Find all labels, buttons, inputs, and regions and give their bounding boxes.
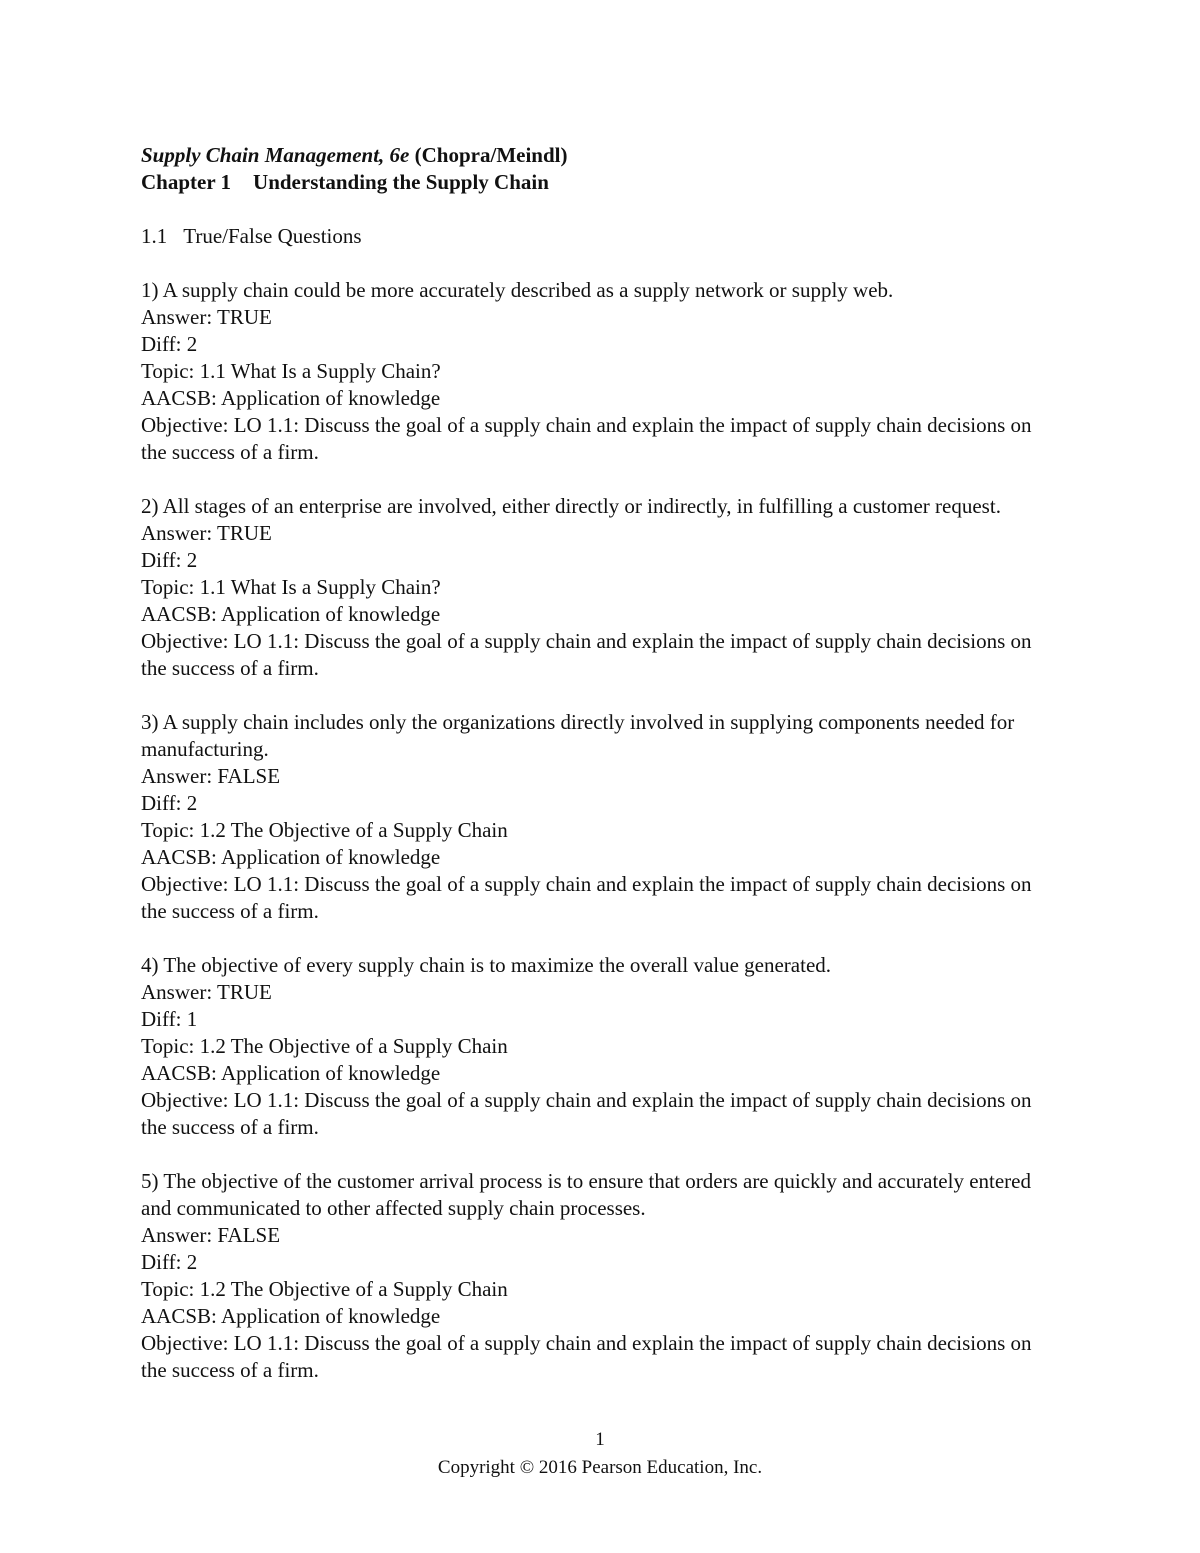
question-difficulty: Diff: 1 (141, 1007, 198, 1031)
question-topic: Topic: 1.2 The Objective of a Supply Chain (141, 1277, 508, 1301)
question-objective: Objective: LO 1.1: Discuss the goal of a supply chain and explain the impact of supply chain decisions on the success of a firm. (141, 1331, 1032, 1382)
question-4 (141, 952, 1041, 1141)
question-answer: Answer: FALSE (141, 1223, 281, 1247)
question-1 (141, 277, 1041, 466)
question-text: 4) The objective of every supply chain is to maximize the overall value generated. (141, 953, 832, 977)
question-aacsb: AACSB: Application of knowledge (141, 602, 441, 626)
question-answer: Answer: TRUE (141, 521, 272, 545)
question-topic: Topic: 1.2 The Objective of a Supply Chain (141, 1034, 508, 1058)
question-topic: Topic: 1.2 The Objective of a Supply Chain (141, 818, 508, 842)
question-difficulty: Diff: 2 (141, 791, 198, 815)
question-2 (141, 493, 1041, 682)
question-aacsb: AACSB: Application of knowledge (141, 386, 441, 410)
question-difficulty: Diff: 2 (141, 548, 198, 572)
book-title: Supply Chain Management, 6e (141, 143, 410, 167)
book-authors: (Chopra/Meindl) (414, 143, 568, 167)
question-5 (141, 1168, 1041, 1384)
question-3 (141, 709, 1041, 925)
question-text: 5) The objective of the customer arrival process is to ensure that orders are quickly and accurately entered and communicated to other affected supply chain processes. (141, 1169, 1031, 1220)
question-answer: Answer: FALSE (141, 764, 281, 788)
question-aacsb: AACSB: Application of knowledge (141, 1061, 441, 1085)
section-heading (141, 223, 1041, 250)
question-difficulty: Diff: 2 (141, 1250, 198, 1274)
question-text: 3) A supply chain includes only the organizations directly involved in supplying components needed for manufacturing. (141, 710, 1015, 761)
chapter-number: Chapter 1 (141, 170, 232, 194)
section-number: 1.1 (141, 224, 168, 248)
book-heading (141, 142, 1041, 169)
question-answer: Answer: TRUE (141, 305, 272, 329)
question-objective: Objective: LO 1.1: Discuss the goal of a supply chain and explain the impact of supply chain decisions on the success of a firm. (141, 1088, 1032, 1139)
question-text: 2) All stages of an enterprise are involved, either directly or indirectly, in fulfilling a customer request. (141, 494, 1001, 518)
page-number: 1 (595, 1429, 605, 1450)
question-objective: Objective: LO 1.1: Discuss the goal of a supply chain and explain the impact of supply chain decisions on the success of a firm. (141, 413, 1032, 464)
question-answer: Answer: TRUE (141, 980, 272, 1004)
question-text: 1) A supply chain could be more accurately described as a supply network or supply web. (141, 278, 894, 302)
section-title: True/False Questions (183, 224, 362, 248)
copyright-notice: Copyright © 2016 Pearson Education, Inc. (437, 1457, 763, 1478)
chapter-heading (141, 169, 1041, 196)
question-objective: Objective: LO 1.1: Discuss the goal of a supply chain and explain the impact of supply chain decisions on the success of a firm. (141, 629, 1032, 680)
page-content (141, 142, 1041, 1384)
question-objective: Objective: LO 1.1: Discuss the goal of a supply chain and explain the impact of supply chain decisions on the success of a firm. (141, 872, 1032, 923)
question-difficulty: Diff: 2 (141, 332, 198, 356)
chapter-title: Understanding the Supply Chain (253, 170, 549, 194)
question-aacsb: AACSB: Application of knowledge (141, 845, 441, 869)
question-topic: Topic: 1.1 What Is a Supply Chain? (141, 575, 441, 599)
question-topic: Topic: 1.1 What Is a Supply Chain? (141, 359, 441, 383)
question-aacsb: AACSB: Application of knowledge (141, 1304, 441, 1328)
